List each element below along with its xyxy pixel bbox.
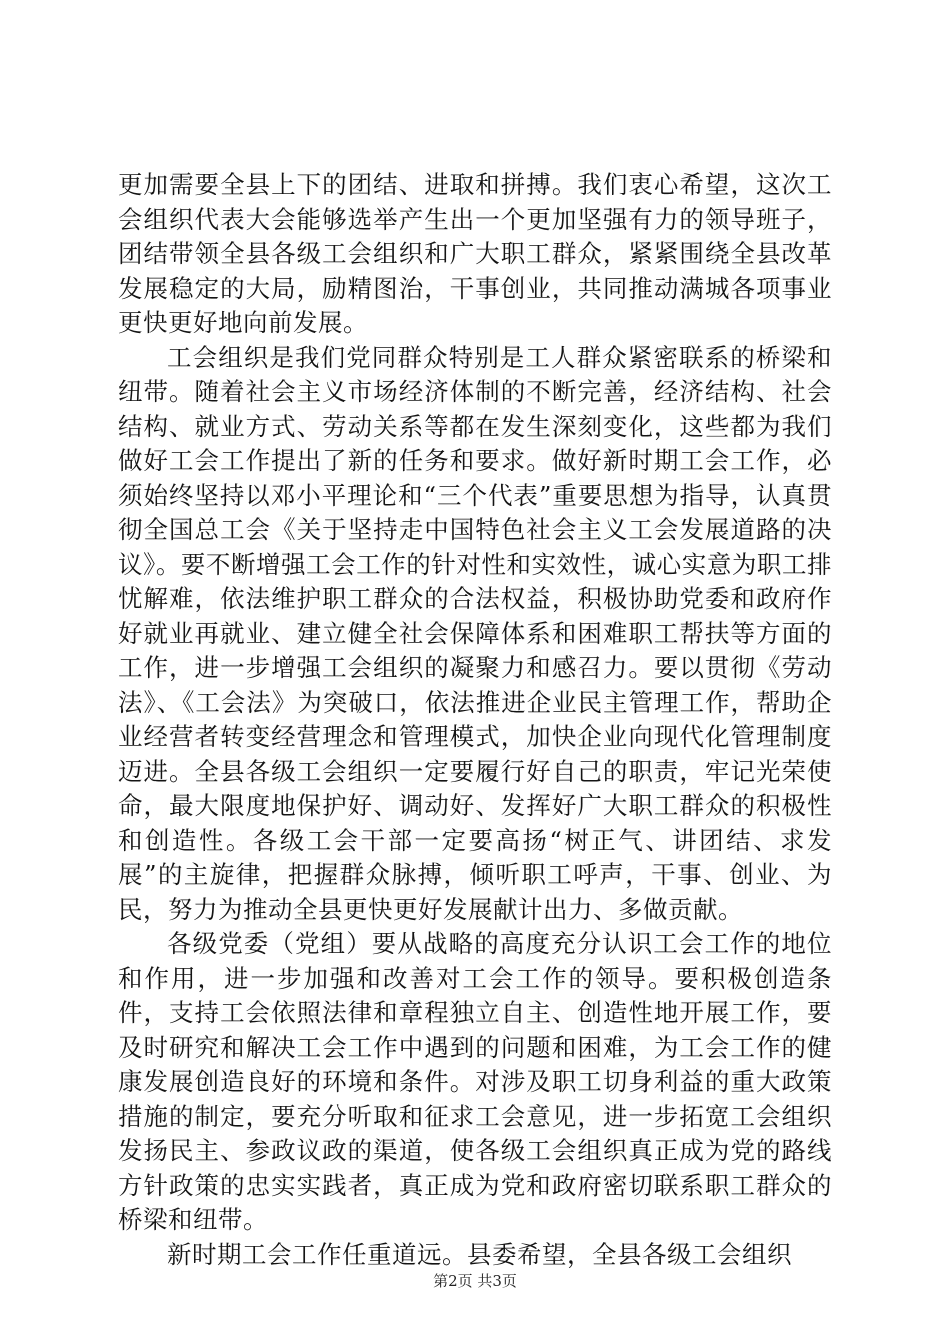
paragraph: 新时期工会工作任重道远。县委希望，全县各级工会组织 bbox=[167, 1239, 792, 1269]
paragraph: 工会组织是我们党同群众特别是工人群众紧密联系的桥梁和纽带。随着社会主义市场经济体制的不断完善，经济结构、社会结构、就业方式、劳动关系等都在发生深刻变化，这些都为我们做好工会工作提出了新的任务和要求。做好新时期工会工作，必须始终坚持以邓小平理论和“三个代表”重要思想为指导，认真贯彻全国总工会《关于坚持走中国特色社会主义工会发展道路的决议》。要不断增强工会工作的针对性和实效性，诚心实意为职工排忧解难，依法维护职工群众的合法权益，积极协助党委和政府作好就业再就业、建立健全社会保障体系和困难职工帮扶等方面的工作，进一步增强工会组织的凝聚力和感召力。要以贯彻《劳动法》、《工会法》为突破口，依法推进企业民主管理工作，帮助企业经营者转变经营理念和管理模式，加快企业向现代化管理制度迈进。全县各级工会组织一定要履行好自己的职责，牢记光荣使命，最大限度地保护好、调动好、发挥好广大职工群众的积极性和创造性。各级工会干部一定要高扬“树正气、讲团结、求发展”的主旋律，把握群众脉搏，倾听职工呼声，干事、创业、为民，努力为推动全县更快更好发展献计出力、多做贡献。 bbox=[118, 342, 832, 924]
paragraph-continuation: 更加需要全县上下的团结、进取和拼搏。我们衷心希望，这次工会组织代表大会能够选举产生出一个更加坚强有力的领导班子，团结带领全县各级工会组织和广大职工群众，紧紧围绕全县改革发展稳定的大局，励精图治，干事创业，共同推动满城各项事业更快更好地向前发展。 bbox=[118, 170, 832, 337]
page-footer: 第2页 共3页 bbox=[433, 1272, 517, 1290]
paragraph: 各级党委（党组）要从战略的高度充分认识工会工作的地位和作用，进一步加强和改善对工会工作的领导。要积极创造条件，支持工会依照法律和章程独立自主、创造性地开展工作，要及时研究和解决工会工作中遇到的问题和困难，为工会工作的健康发展创造良好的环境和条件。对涉及职工切身利益的重大政策措施的制定，要充分听取和征求工会意见，进一步拓宽工会组织发扬民主、参政议政的渠道，使各级工会组织真正成为党的路线方针政策的忠实实践者，真正成为党和政府密切联系职工群众的桥梁和纽带。 bbox=[118, 929, 832, 1234]
document-body bbox=[118, 168, 832, 1272]
